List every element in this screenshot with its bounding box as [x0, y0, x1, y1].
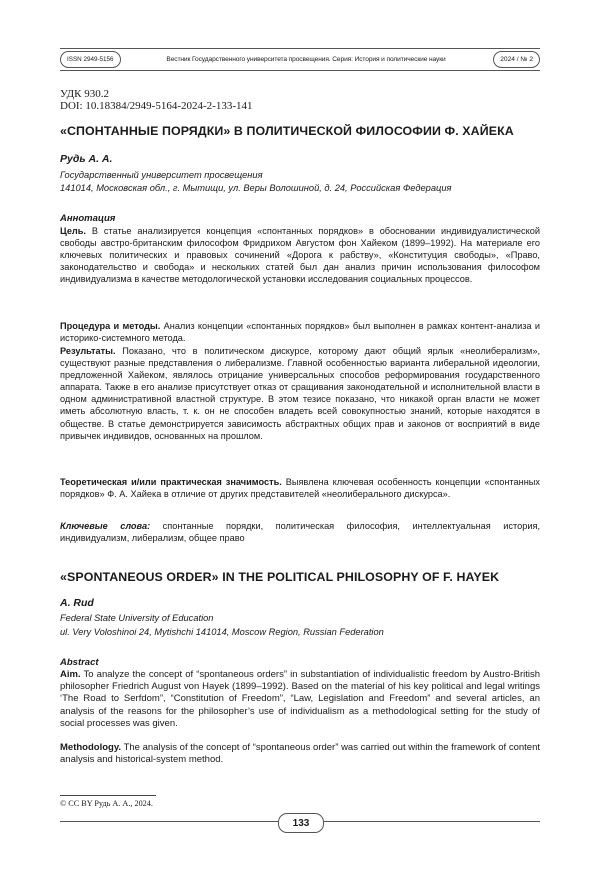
author-en: A. Rud — [60, 597, 94, 609]
keywords-label-ru: Ключевые слова: — [60, 521, 151, 531]
results-label-ru: Результаты. — [60, 346, 116, 356]
aim-text-en: To analyze the concept of “spontaneous orders” in substantiation of individualistic freedom by Austro-British philosopher Friedrich August von Hayek (1899–1992). Based on the material of his key political and legal writings ‘The Road to Serfdom”, “Constitution of Freedom”, “Law, Legislation and Freedom” and several articles, an analysis of the reasons for the philosopher’s use of individualism as a methodological setting for the study of social processes was given. — [60, 669, 540, 729]
keywords-ru — [60, 520, 540, 544]
methods-text-en: The analysis of the concept of “spontaneous order” was carried out within the framework of content analysis and historical-system method. — [60, 742, 540, 766]
methods-label-ru: Процедура и методы. — [60, 321, 161, 331]
article-title-en: «SPONTANEOUS ORDER» IN THE POLITICAL PHILOSOPHY OF F. HAYEK — [60, 570, 500, 584]
license-footnote: © CC BY Рудь А. А., 2024. — [60, 799, 153, 808]
page-number: 133 — [278, 813, 324, 833]
abstract-methods-ru — [60, 320, 540, 344]
significance-label-ru: Теоретическая и/или практическая значимость. — [60, 477, 282, 487]
keywords-text-ru: спонтанные порядки, политическая философия, интеллектуальная история, индивидуализм, либерализм, общее право — [60, 521, 540, 544]
abstract-aim-ru — [60, 225, 540, 285]
significance-text-ru: Выявлена ключевая особенность концепции «спонтанных порядков» Ф. А. Хайека в отличие от других представителей «неолиберального дискурса». — [60, 477, 540, 500]
address-ru: 141014, Московская обл., г. Мытищи, ул. Веры Волошиной, д. 24, Российская Федерация — [60, 183, 452, 193]
abstract-significance-ru — [60, 476, 540, 500]
author-ru: Рудь А. А. — [60, 153, 113, 165]
affiliation-en: Federal State University of Education — [60, 613, 214, 623]
doi: DOI: 10.18384/2949-5164-2024-2-133-141 — [60, 100, 253, 112]
aim-text-ru: В статье анализируется концепция «спонтанных порядков» в обосновании индивидуалистической свободы австро-британским философом Фридрихом Августом фон Хайеком (1899–1992). На материале его ключевых политических и правовых сочинений «Дорога к рабству», «Конституция свободы», «Право, законодательство и свобода» и нескольких статей был дан анализ причин использования философом индивидуализма в качестве методологической установки исследования социальных процессов. — [60, 226, 540, 285]
footnote-rule — [60, 795, 156, 796]
issue-badge: 2024 / № 2 — [493, 51, 540, 68]
abstract-heading-ru: Аннотация — [60, 213, 116, 224]
results-text-ru: Показано, что в политическом дискурсе, которому дают общий ярлык «неолиберализм», существуют разные представления о либерализме. Главной особенностью варианта либеральной идеологии, предложенной Хайеком, являлось отрицание универсальных способов реформирования государственного аппарата. Также в его анализе присутствует отказ от сращивания законодательной и исполнительной власти в одном административной властной структуре. В этом тезисе показано, что никакой орган власти не может иметь абсолютную власть, т. к. он не способен владеть всей совокупностью знаний, которые находятся в обществе. В статье демонстрируется зависимость абстрактных общих прав и законов от восприятий в виде привычек индивидов, основанных на прошлом. — [60, 346, 540, 441]
journal-name: Вестник Государственного университета просвещения. Серия: История и политические науки — [166, 55, 446, 63]
udk-code: УДК 930.2 — [60, 88, 110, 100]
abstract-methods-en — [60, 742, 540, 766]
affiliation-ru: Государственный университет просвещения — [60, 170, 263, 180]
methods-text-ru: Анализ концепции «спонтанных порядков» был выполнен в рамках контент-анализа и историко-системного метода. — [60, 321, 540, 344]
issn-badge: ISSN 2949-5156 — [60, 51, 121, 68]
abstract-results-ru — [60, 345, 540, 442]
aim-label-en: Aim. — [60, 669, 81, 680]
article-title-ru: «СПОНТАННЫЕ ПОРЯДКИ» В ПОЛИТИЧЕСКОЙ ФИЛОСОФИИ Ф. ХАЙЕКА — [60, 124, 514, 138]
abstract-aim-en — [60, 669, 540, 730]
abstract-heading-en: Abstract — [60, 657, 99, 668]
running-header — [60, 44, 540, 74]
aim-label-ru: Цель. — [60, 226, 86, 236]
address-en: ul. Very Voloshinoi 24, Mytishchi 141014, Moscow Region, Russian Federation — [60, 627, 384, 637]
methods-label-en: Methodology. — [60, 742, 122, 753]
